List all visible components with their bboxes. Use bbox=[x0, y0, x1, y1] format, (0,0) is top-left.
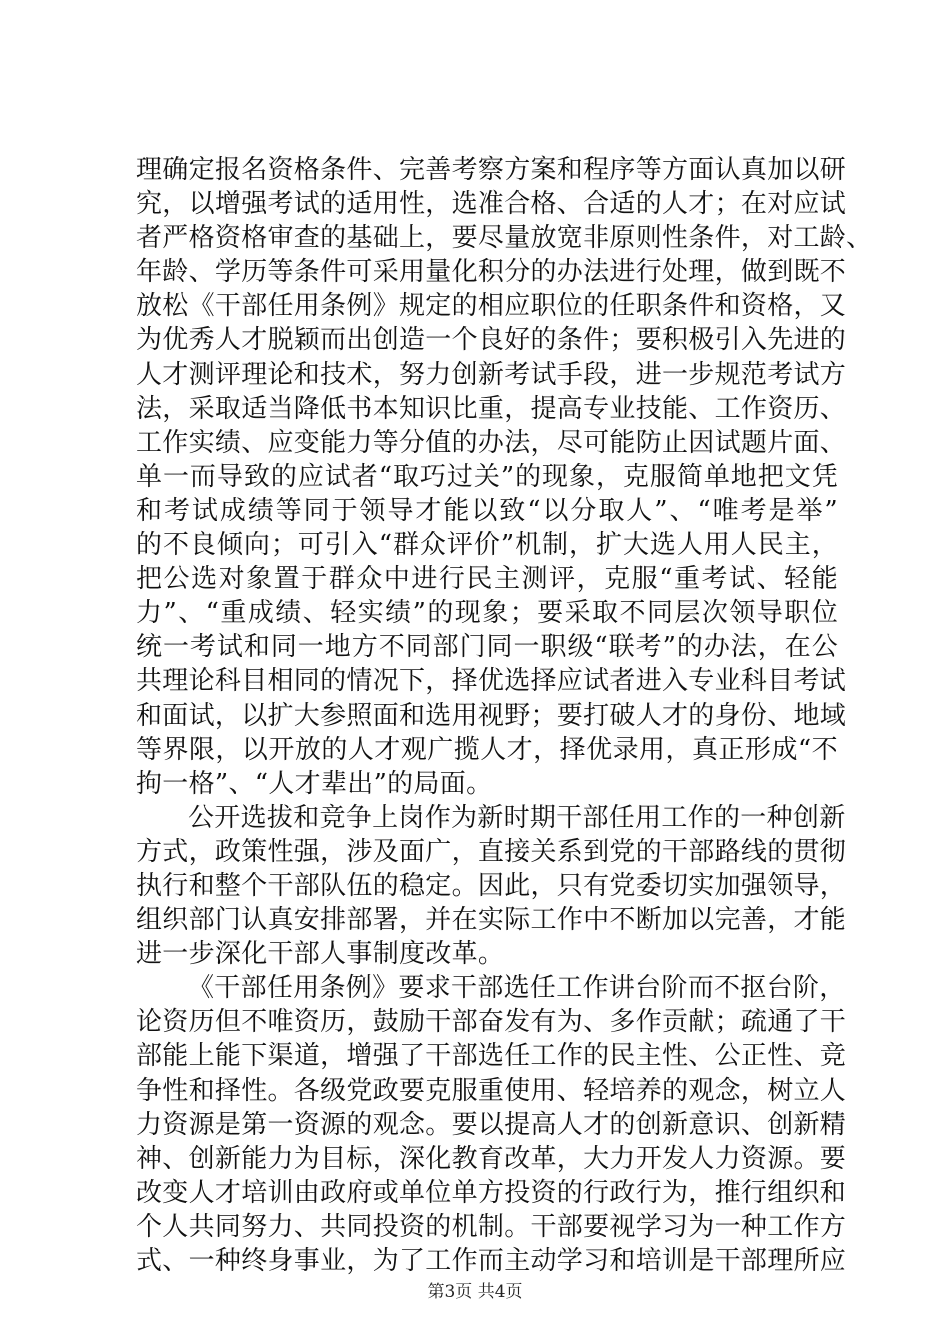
text-line: 式、一种终身事业，为了工作而主动学习和培训是干部理所应 bbox=[136, 1246, 847, 1276]
text-line: 为优秀人才脱颖而出创造一个良好的条件；要积极引入先进的 bbox=[136, 325, 847, 356]
text-line: 改变人才培训由政府或单位单方投资的行政行为，推行组织和 bbox=[136, 1177, 847, 1208]
text-line: 等界限，以开放的人才观广揽人才，择优录用，真正形成“不 bbox=[136, 734, 838, 765]
text-line: 个人共同努力、共同投资的机制。干部要视学习为一种工作方 bbox=[136, 1211, 847, 1242]
text-line: 执行和整个干部队伍的稳定。因此，只有党委切实加强领导， bbox=[136, 870, 847, 901]
text-line: 争性和择性。各级党政要克服重使用、轻培养的观念，树立人 bbox=[136, 1075, 847, 1106]
text-line: 单一而导致的应试者“取巧过关”的现象，克服简单地把文凭 bbox=[136, 461, 838, 492]
body-text bbox=[136, 153, 873, 1278]
page-number-footer: 第3页 共4页 bbox=[427, 1282, 523, 1302]
text-line: 人才测评理论和技术，努力创新考试手段，进一步规范考试方 bbox=[136, 359, 847, 390]
text-line: 理确定报名资格条件、完善考察方案和程序等方面认真加以研 bbox=[136, 155, 847, 185]
text-line: 部能上能下渠道，增强了干部选任工作的民主性、公正性、竞 bbox=[136, 1041, 847, 1072]
text-line: 年龄、学历等条件可采用量化积分的办法进行处理，做到既不 bbox=[136, 257, 847, 288]
text-line: 神、创新能力为目标，深化教育改革，大力开发人力资源。要 bbox=[136, 1143, 847, 1174]
text-line: 论资历但不唯资历，鼓励干部奋发有为、多作贡献；疏通了干 bbox=[136, 1007, 847, 1038]
text-line: 放松《干部任用条例》规定的相应职位的任职条件和资格，又 bbox=[136, 291, 847, 322]
text-line: 《干部任用条例》要求干部选任工作讲台阶而不抠台阶， bbox=[188, 973, 846, 1004]
text-line: 和考试成绩等同于领导才能以致“以分取人”、“唯考是举” bbox=[136, 495, 838, 526]
text-line: 工作实绩、应变能力等分值的办法，尽可能防止因试题片面、 bbox=[136, 427, 847, 458]
text-line: 进一步深化干部人事制度改革。 bbox=[136, 939, 505, 970]
text-line: 共理论科目相同的情况下，择优选择应试者进入专业科目考试 bbox=[136, 666, 847, 697]
text-line: 究，以增强考试的适用性，选准合格、合适的人才；在对应试 bbox=[136, 189, 847, 220]
text-line: 组织部门认真安排部署，并在实际工作中不断加以完善，才能 bbox=[136, 905, 847, 936]
text-line: 力资源是第一资源的观念。要以提高人才的创新意识、创新精 bbox=[136, 1109, 847, 1140]
text-line: 方式，政策性强，涉及面广，直接关系到党的干部路线的贯彻 bbox=[136, 836, 847, 867]
text-line: 的不良倾向；可引入“群众评价”机制，扩大选人用人民主， bbox=[136, 530, 838, 561]
text-line: 把公选对象置于群众中进行民主测评，克服“重考试、轻能 bbox=[136, 564, 838, 595]
text-line: 力”、“重成绩、轻实绩”的现象；要采取不同层次领导职位 bbox=[136, 598, 838, 629]
text-line: 公开选拔和竞争上岗作为新时期干部任用工作的一种创新 bbox=[188, 802, 846, 833]
text-line: 法，采取适当降低书本知识比重，提高专业技能、工作资历、 bbox=[136, 393, 847, 424]
text-line: 者严格资格审查的基础上，要尽量放宽非原则性条件，对工龄、 bbox=[136, 223, 873, 254]
text-line: 和面试，以扩大参照面和选用视野；要打破人才的身份、地域 bbox=[136, 700, 847, 731]
text-line: 统一考试和同一地方不同部门同一职级“联考”的办法，在公 bbox=[136, 632, 838, 663]
text-line: 拘一格”、“人才辈出”的局面。 bbox=[136, 768, 493, 799]
